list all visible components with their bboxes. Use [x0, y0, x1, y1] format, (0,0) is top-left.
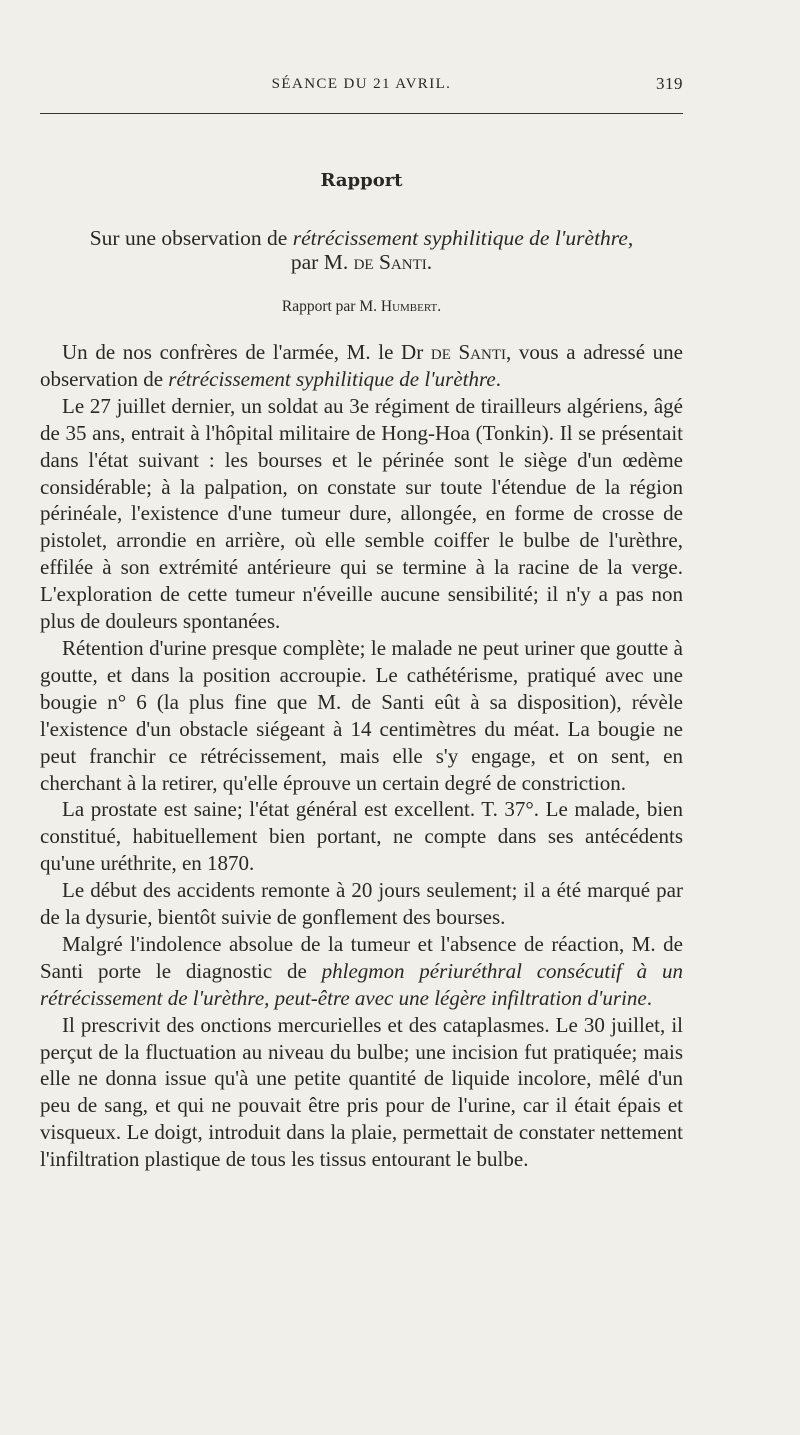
paragraph: Le 27 juillet dernier, un soldat au 3e régiment de tirailleurs algériens, âgé de 35 ans, entrait à l'hôpital militaire de Hong-Hoa (Tonkin). Il se présentait dans l'état suivant : les bourses et le périnée sont le siège d'un œdème considérable; à la palpation, on constate sur toute l'étendue de la région périnéale, l'existence d'une tumeur dure, allongée, en forme de crosse de pistolet, arrondie en arrière, où elle semble coiffer le bulbe de l'urèthre, effilée à son extrémité antérieure qui se termine à la racine de la verge. L'exploration de cette tumeur n'éveille aucune sensibilité; il n'y a pas non plus de douleurs spontanées. — [40, 393, 683, 634]
reporter-line — [40, 298, 683, 316]
section-heading: Rapport — [320, 170, 403, 191]
author-name: de Santi — [353, 250, 427, 274]
reporter-name: Humbert — [380, 298, 438, 315]
reporter-text: Rapport par M. — [281, 298, 381, 315]
running-head — [40, 76, 683, 98]
paragraph-italic: phlegmon périuréthral consécutif à un rétrécissement de l'urèthre, peut-être avec une légère infiltration d'urine — [40, 958, 683, 1010]
running-head-title: SÉANCE DU 21 AVRIL. — [271, 76, 452, 92]
paragraph-text: . — [646, 985, 652, 1010]
paragraph: La prostate est saine; l'état général est excellent. T. 37°. Le malade, bien constitué, habituellement bien portant, ne compte dans ses antécédents qu'une uréthrite, en 1870. — [40, 797, 683, 876]
paragraph-italic: rétrécissement syphilitique de l'urèthre — [168, 366, 496, 391]
article-subtitle — [40, 226, 683, 274]
paragraph: Il prescrivit des onctions mercurielles et des cataplasmes. Le 30 juillet, il perçut de la fluctuation au niveau du bulbe; une incision fut pratiquée; mais elle ne donna issue qu'à une petite quantité de liquide incolore, mêlé d'un peu de sang, et qui ne pouvait être pris pour de l'urine, car il était épais et visqueux. Le doigt, introduit dans la plaie, permettait de constater nettement l'infiltration plastique de tous les tissus entourant le bulbe. — [40, 1012, 683, 1172]
author-name: de Santi — [430, 340, 507, 364]
reporter-text: . — [437, 298, 442, 315]
paragraph-text: . — [495, 366, 501, 391]
paragraph: Rétention d'urine presque complète; le malade ne peut uriner que goutte à goutte, et dans la position accroupie. Le cathétérisme, pratiqué avec une bougie n° 6 (la plus fine que M. de Santi eût à sa disposition), révèle l'existence d'un obstacle siégeant à 14 centimètres du méat. La bougie ne peut franchir ce rétrécissement, mais elle s'y engage, et on sent, en cherchant à la retirer, qu'elle éprouve un certain degré de constriction. — [40, 635, 683, 795]
paragraph-text: , vous a adressé une observation de — [40, 340, 683, 391]
page-number: 319 — [656, 74, 683, 93]
subtitle-text: par M. — [290, 250, 354, 274]
paragraph-text: Un de nos confrères de l'armée, M. le Dr — [62, 340, 431, 364]
paragraph: Le début des accidents remonte à 20 jours seulement; il a été marqué par de la dysurie, bientôt suivie de gonflement des bourses. — [40, 878, 683, 930]
subtitle-italic: rétrécissement syphilitique de l'urèthre, — [292, 226, 634, 250]
paragraph — [40, 339, 683, 393]
paragraph-text: Malgré l'indolence absolue de la tumeur et l'absence de réaction, M. de Santi porte le diagnostic de — [40, 931, 683, 983]
subtitle-text: Sur une observation de — [89, 226, 293, 250]
header-rule — [40, 113, 683, 114]
paragraph — [40, 931, 683, 1012]
body-text — [40, 339, 683, 1173]
subtitle-text: . — [426, 250, 433, 274]
